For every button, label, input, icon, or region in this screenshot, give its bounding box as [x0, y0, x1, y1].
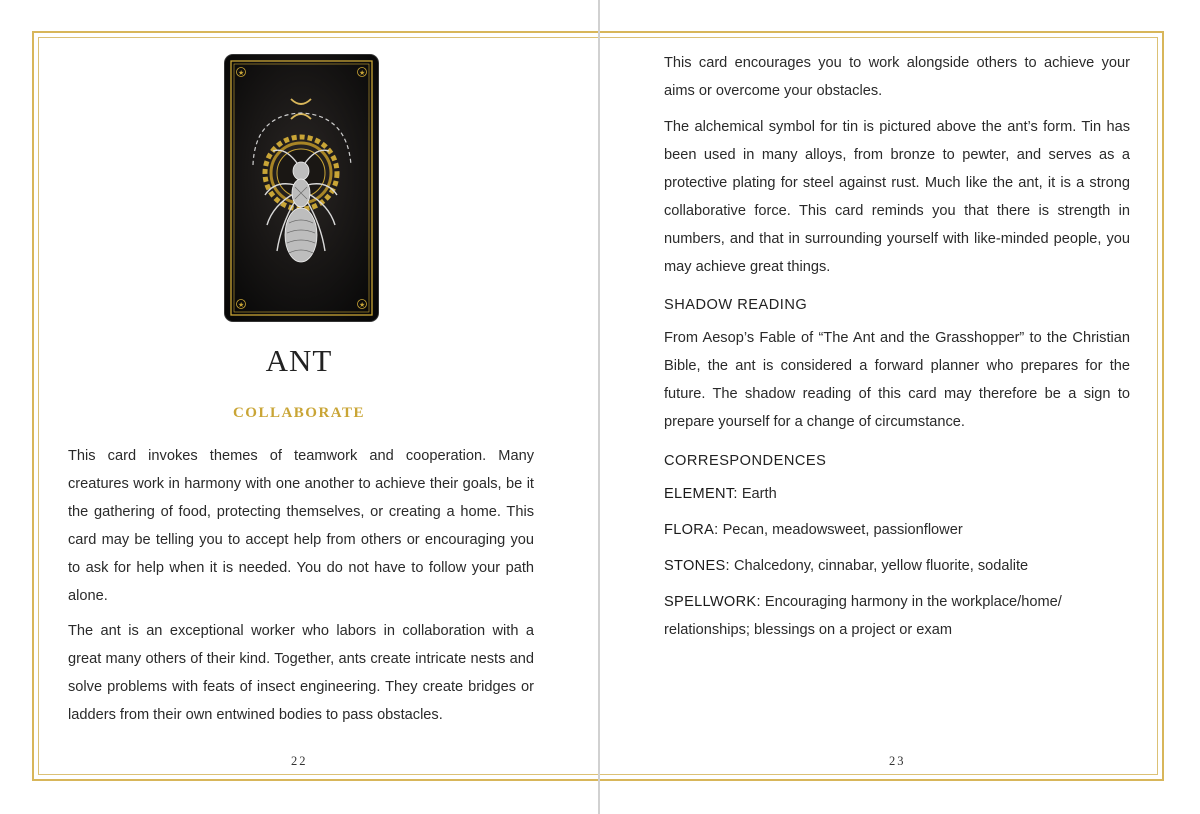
correspondence-spellwork — [664, 588, 1134, 644]
right-page — [600, 0, 1200, 814]
left-paragraph-1: This card invokes themes of teamwork and cooperation. Many creatures work in harmony with one another to achieve their goals, be it the gathering of food, protecting themselves, or creating a home. This card may be telling you to accept help from others or encouraging you to ask for help when it is needed. You do not have to follow your path alone. — [68, 448, 534, 604]
card-title: ANT — [265, 343, 333, 378]
element-value: Earth — [741, 486, 777, 502]
correspondence-flora — [664, 516, 1134, 544]
right-paragraph-2: The alchemical symbol for tin is pictured above the ant’s form. Tin has been used in many alloys, from bronze to pewter, and serves as a protective plating for steel against rust. Much like the ant, it is a strong collaborative force. This card reminds you that there is strength in numbers, and that in surrounding yourself with like-minded people, you may achieve great things. — [664, 119, 1130, 275]
spellwork-value: Encouraging harmony in the workplace/home/ relationships; blessings on a project or exam — [664, 594, 1062, 638]
shadow-reading-text: From Aesop’s Fable of “The Ant and the Grasshopper” to the Christian Bible, the ant is considered a forward planner who prepares for the future. The shadow reading of this card may therefore be a sign to prepare yourself for a change of circumstance. — [664, 330, 1130, 430]
correspondence-element — [664, 480, 1134, 508]
right-paragraph-1: This card encourages you to work alongside others to achieve your aims or overcome your obstacles. — [664, 55, 1130, 99]
element-label: ELEMENT: — [664, 486, 738, 502]
correspondences-heading: CORRESPONDENCES — [664, 453, 827, 469]
svg-text:★: ★ — [238, 301, 245, 309]
stones-value: Chalcedony, cinnabar, yellow fluorite, sodalite — [733, 558, 1029, 574]
left-paragraph-2: The ant is an exceptional worker who labors in collaboration with a great many others of their kind. Together, ants create intricate nests and solve problems with feats of insect engineering. They create bridges or ladders from their own entwined bodies to pass obstacles. — [68, 623, 534, 723]
svg-text:★: ★ — [359, 69, 366, 77]
page-number-right: 23 — [889, 754, 906, 768]
stones-label: STONES: — [664, 558, 730, 574]
flora-value: Pecan, meadowsweet, passionflower — [722, 522, 963, 538]
ant-tarot-card — [225, 55, 378, 321]
svg-text:★: ★ — [359, 301, 366, 309]
ant-card-illustration — [225, 55, 378, 321]
left-page — [0, 0, 598, 814]
page-number-left: 22 — [291, 754, 308, 768]
correspondence-stones — [664, 552, 1134, 580]
spellwork-label: SPELLWORK: — [664, 594, 761, 610]
flora-label: FLORA: — [664, 522, 719, 538]
card-subtitle: collaborate — [232, 397, 366, 422]
svg-text:★: ★ — [238, 69, 245, 77]
shadow-reading-heading: SHADOW READING — [664, 297, 808, 313]
